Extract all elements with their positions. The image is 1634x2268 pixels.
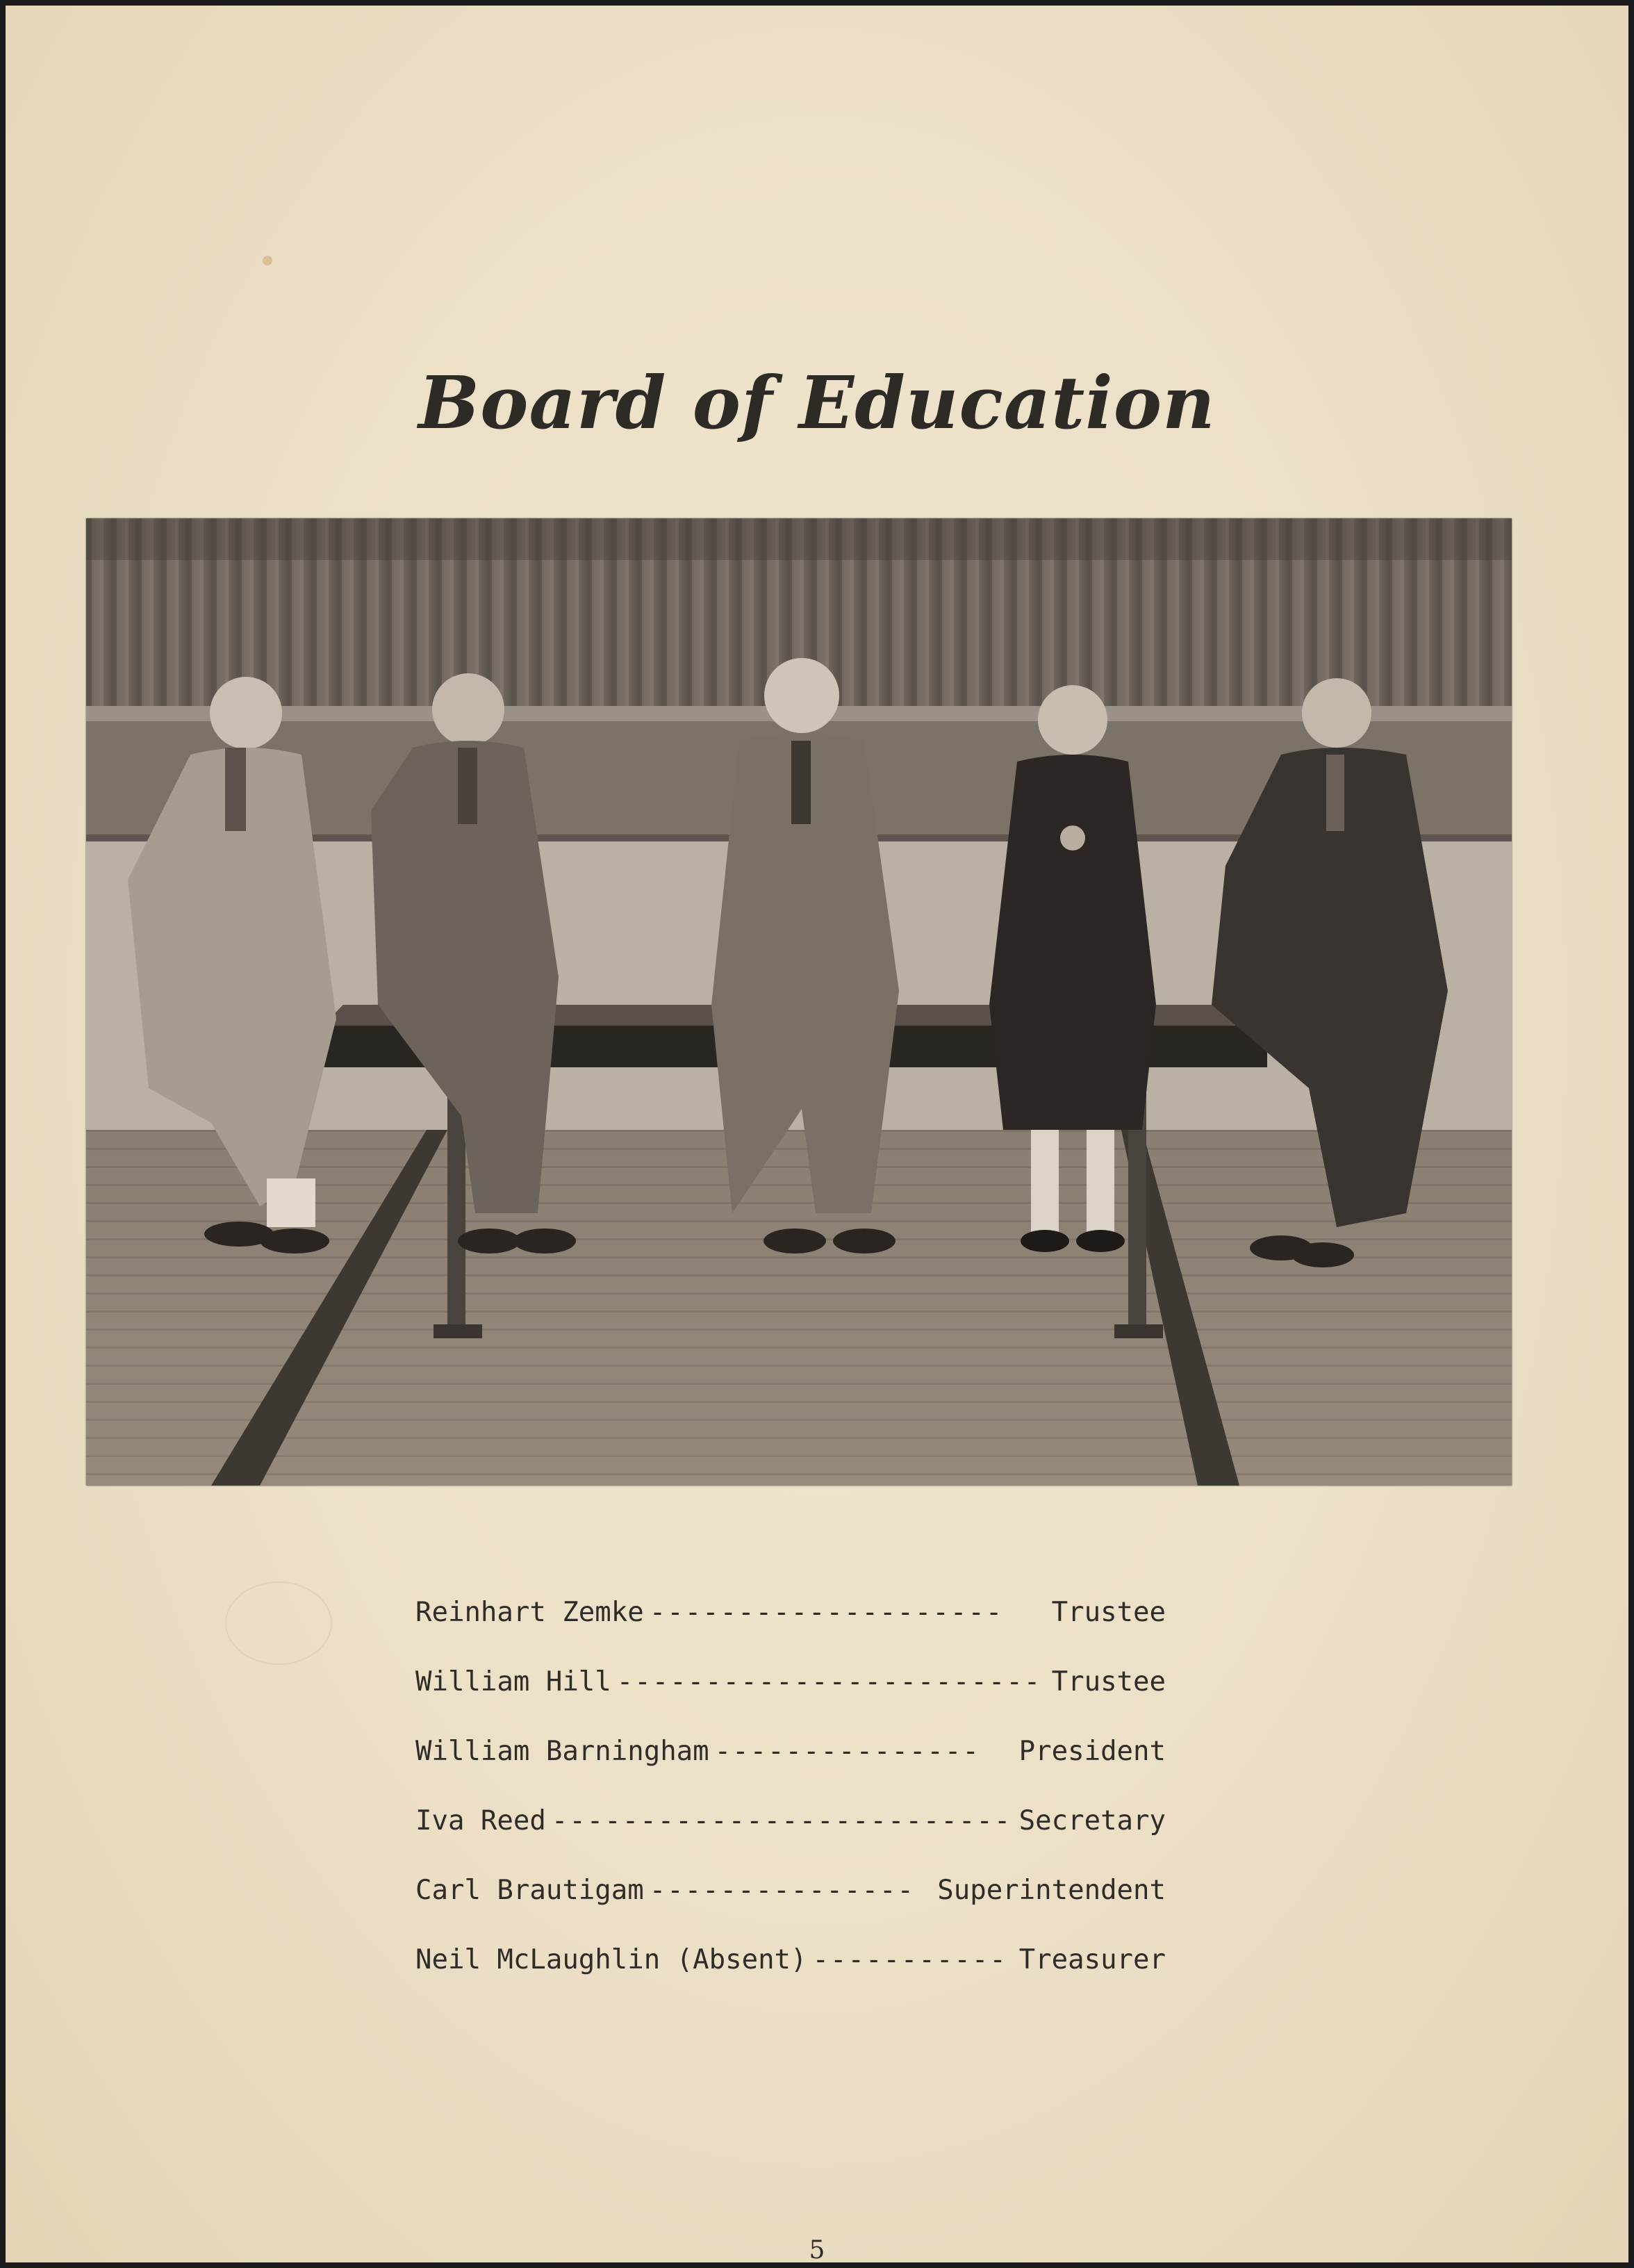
roster-row [415,1597,1166,1666]
member-name: Neil McLaughlin (Absent) [415,1944,807,1975]
member-role: Treasurer [1018,1944,1166,1975]
member-name: William Barningham [415,1736,709,1767]
paper-stain [225,1581,332,1665]
leader-dashes: -------------------------- [551,1805,1012,1836]
member-role: Trustee [1051,1666,1166,1698]
roster-row [415,1944,1166,2014]
photo-illustration [86,518,1512,1486]
board-group-photo [86,518,1512,1486]
member-role: President [1018,1736,1166,1767]
roster-row [415,1736,1166,1805]
member-name: Iva Reed [415,1805,546,1836]
yearbook-page [6,6,1628,2262]
leader-dashes: -------------------- [649,1597,1004,1628]
member-name: Reinhart Zemke [415,1597,644,1628]
member-role: Secretary [1018,1805,1166,1836]
roster-row [415,1875,1166,1944]
board-roster [415,1597,1166,2014]
leader-dashes: ------------------------ [616,1666,1042,1698]
member-name: Carl Brautigam [415,1875,644,1906]
member-role: Trustee [1051,1597,1166,1628]
roster-row [415,1805,1166,1875]
paper-stain [263,256,272,265]
leader-dashes: --------------- [714,1736,980,1767]
leader-dashes: --------------- [649,1875,915,1906]
member-role: Superintendent [937,1875,1166,1906]
leader-dashes: ----------- [812,1944,1007,1975]
page-title: Board of Education [418,360,1216,445]
roster-row [415,1666,1166,1736]
page-number: 5 [809,2236,825,2262]
member-name: William Hill [415,1666,611,1698]
